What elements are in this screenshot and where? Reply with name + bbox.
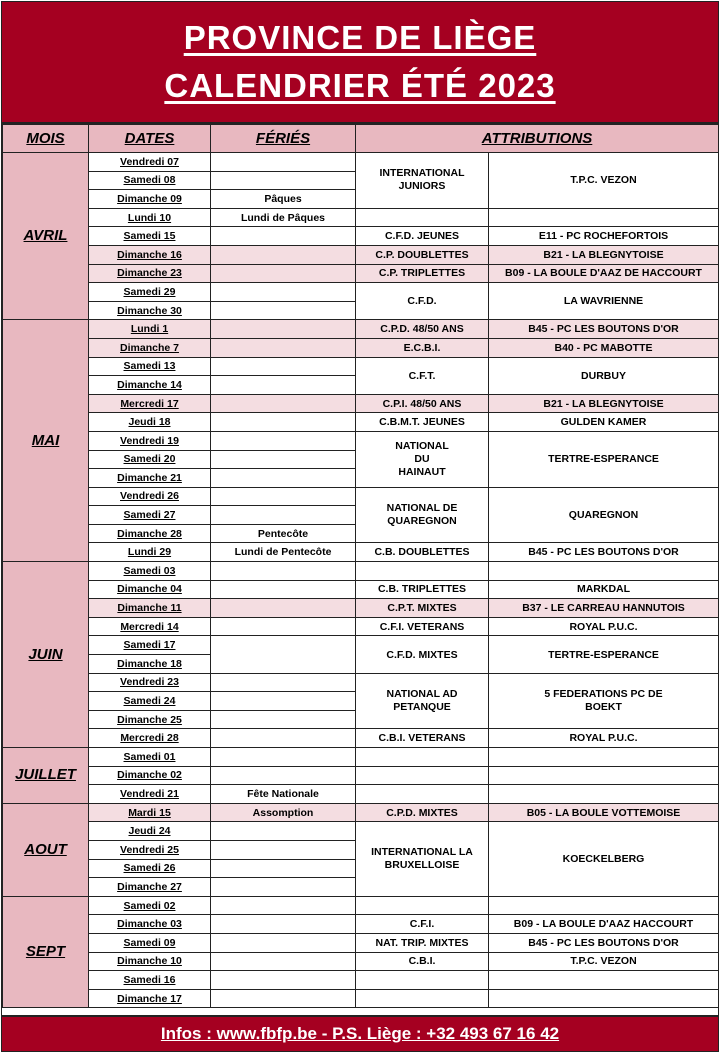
competition-cell: C.P.T. MIXTES xyxy=(356,599,489,618)
ferie-cell xyxy=(211,896,356,915)
date-cell: Lundi 10 xyxy=(89,208,211,227)
ferie-cell: Pâques xyxy=(211,190,356,209)
date-cell: Dimanche 03 xyxy=(89,915,211,934)
club-cell: ROYAL P.U.C. xyxy=(489,729,719,748)
ferie-cell: Assomption xyxy=(211,803,356,822)
date-cell: Samedi 29 xyxy=(89,283,211,302)
club-cell: B45 - PC LES BOUTONS D'OR xyxy=(489,933,719,952)
date-cell: Dimanche 30 xyxy=(89,301,211,320)
competition-cell: E.C.B.I. xyxy=(356,338,489,357)
ferie-cell xyxy=(211,394,356,413)
ferie-cell xyxy=(211,933,356,952)
date-cell: Samedi 17 xyxy=(89,636,211,655)
ferie-cell xyxy=(211,710,356,729)
competition-cell: C.P. TRIPLETTES xyxy=(356,264,489,283)
club-cell xyxy=(489,896,719,915)
title-calendar: CALENDRIER ÉTÉ 2023 xyxy=(164,67,556,104)
ferie-cell xyxy=(211,673,356,692)
ferie-cell xyxy=(211,376,356,395)
table-row xyxy=(3,394,719,413)
ferie-cell xyxy=(211,264,356,283)
competition-cell: NATIONAL DE QUAREGNON xyxy=(356,487,489,543)
date-cell: Dimanche 25 xyxy=(89,710,211,729)
club-cell: LA WAVRIENNE xyxy=(489,283,719,320)
table-row xyxy=(3,487,719,506)
ferie-cell xyxy=(211,227,356,246)
competition-cell: INTERNATIONAL JUNIORS xyxy=(356,153,489,209)
competition-cell: C.F.D. MIXTES xyxy=(356,636,489,673)
ferie-cell xyxy=(211,692,356,711)
date-cell: Dimanche 7 xyxy=(89,338,211,357)
club-cell: GULDEN KAMER xyxy=(489,413,719,432)
date-cell: Samedi 16 xyxy=(89,971,211,990)
competition-cell: C.B.I. VETERANS xyxy=(356,729,489,748)
column-header-mois: MOIS xyxy=(3,125,89,153)
ferie-cell xyxy=(211,487,356,506)
ferie-cell xyxy=(211,413,356,432)
table-row xyxy=(3,748,719,767)
competition-cell: C.F.I. VETERANS xyxy=(356,617,489,636)
ferie-cell xyxy=(211,971,356,990)
date-cell: Samedi 27 xyxy=(89,506,211,525)
date-cell: Dimanche 27 xyxy=(89,878,211,897)
competition-cell: C.B. DOUBLETTES xyxy=(356,543,489,562)
date-cell: Mercredi 17 xyxy=(89,394,211,413)
table-row xyxy=(3,153,719,172)
ferie-cell xyxy=(211,171,356,190)
competition-cell: C.F.D. JEUNES xyxy=(356,227,489,246)
competition-cell xyxy=(356,785,489,804)
date-cell: Vendredi 23 xyxy=(89,673,211,692)
date-cell: Dimanche 21 xyxy=(89,469,211,488)
date-cell: Dimanche 02 xyxy=(89,766,211,785)
month-sept: SEPT xyxy=(3,896,89,1008)
date-cell: Jeudi 18 xyxy=(89,413,211,432)
ferie-cell xyxy=(211,748,356,767)
column-header-feries: FÉRIÉS xyxy=(211,125,356,153)
ferie-cell xyxy=(211,301,356,320)
club-cell: MARKDAL xyxy=(489,580,719,599)
competition-cell xyxy=(356,971,489,990)
competition-cell: NAT. TRIP. MIXTES xyxy=(356,933,489,952)
ferie-cell xyxy=(211,840,356,859)
table-row xyxy=(3,543,719,562)
club-cell: DURBUY xyxy=(489,357,719,394)
table-row xyxy=(3,729,719,748)
club-cell: T.P.C. VEZON xyxy=(489,952,719,971)
club-cell: TERTRE-ESPERANCE xyxy=(489,431,719,487)
competition-cell: C.F.I. xyxy=(356,915,489,934)
date-cell: Dimanche 23 xyxy=(89,264,211,283)
table-row xyxy=(3,933,719,952)
ferie-cell xyxy=(211,822,356,841)
club-cell xyxy=(489,971,719,990)
club-cell: 5 FEDERATIONS PC DE BOEKT xyxy=(489,673,719,729)
date-cell: Samedi 24 xyxy=(89,692,211,711)
date-cell: Vendredi 26 xyxy=(89,487,211,506)
date-cell: Samedi 09 xyxy=(89,933,211,952)
table-row xyxy=(3,673,719,692)
competition-cell: C.P.D. 48/50 ANS xyxy=(356,320,489,339)
ferie-cell xyxy=(211,617,356,636)
table-row xyxy=(3,599,719,618)
date-cell: Dimanche 14 xyxy=(89,376,211,395)
competition-cell: NATIONAL AD PETANQUE xyxy=(356,673,489,729)
date-cell: Samedi 01 xyxy=(89,748,211,767)
ferie-cell: Lundi de Pentecôte xyxy=(211,543,356,562)
club-cell xyxy=(489,208,719,227)
month-juillet: JUILLET xyxy=(3,748,89,804)
ferie-cell xyxy=(211,859,356,878)
table-row xyxy=(3,264,719,283)
ferie-cell xyxy=(211,357,356,376)
competition-cell xyxy=(356,989,489,1008)
date-cell: Dimanche 18 xyxy=(89,655,211,674)
ferie-cell xyxy=(211,283,356,302)
competition-cell: C.P. DOUBLETTES xyxy=(356,245,489,264)
ferie-cell: Fête Nationale xyxy=(211,785,356,804)
ferie-cell xyxy=(211,245,356,264)
club-cell: B21 - LA BLEGNYTOISE xyxy=(489,394,719,413)
club-cell xyxy=(489,989,719,1008)
club-cell xyxy=(489,785,719,804)
table-row xyxy=(3,227,719,246)
table-row xyxy=(3,822,719,841)
date-cell: Samedi 08 xyxy=(89,171,211,190)
table-row xyxy=(3,896,719,915)
competition-cell: NATIONAL DU HAINAUT xyxy=(356,431,489,487)
club-cell: B09 - LA BOULE D'AAZ DE HACCOURT xyxy=(489,264,719,283)
competition-cell: C.B.M.T. JEUNES xyxy=(356,413,489,432)
ferie-cell xyxy=(211,989,356,1008)
footer-info: Infos : www.fbfp.be - P.S. Liège : +32 493 67 16 42 xyxy=(2,1015,718,1051)
club-cell xyxy=(489,748,719,767)
title-province: PROVINCE DE LIÈGE xyxy=(183,19,537,56)
ferie-cell xyxy=(211,450,356,469)
date-cell: Dimanche 11 xyxy=(89,599,211,618)
competition-cell xyxy=(356,208,489,227)
calendar-page xyxy=(1,1,719,1052)
date-cell: Dimanche 16 xyxy=(89,245,211,264)
table-row xyxy=(3,989,719,1008)
club-cell: KOECKELBERG xyxy=(489,822,719,896)
calendar-table xyxy=(2,124,719,1008)
table-row xyxy=(3,562,719,581)
table-header-row xyxy=(3,125,719,153)
date-cell: Dimanche 09 xyxy=(89,190,211,209)
date-cell: Samedi 15 xyxy=(89,227,211,246)
competition-cell: C.B.I. xyxy=(356,952,489,971)
club-cell: B05 - LA BOULE VOTTEMOISE xyxy=(489,803,719,822)
table-row xyxy=(3,636,719,655)
club-cell: ROYAL P.U.C. xyxy=(489,617,719,636)
ferie-cell xyxy=(211,636,356,673)
ferie-cell xyxy=(211,766,356,785)
month-aout: AOUT xyxy=(3,803,89,896)
ferie-cell xyxy=(211,580,356,599)
table-row xyxy=(3,617,719,636)
date-cell: Dimanche 04 xyxy=(89,580,211,599)
ferie-cell xyxy=(211,431,356,450)
date-cell: Mardi 15 xyxy=(89,803,211,822)
competition-cell: C.P.D. MIXTES xyxy=(356,803,489,822)
ferie-cell xyxy=(211,469,356,488)
month-avril: AVRIL xyxy=(3,153,89,320)
club-cell: T.P.C. VEZON xyxy=(489,153,719,209)
ferie-cell xyxy=(211,952,356,971)
club-cell: TERTRE-ESPERANCE xyxy=(489,636,719,673)
club-cell: B45 - PC LES BOUTONS D'OR xyxy=(489,320,719,339)
date-cell: Samedi 02 xyxy=(89,896,211,915)
month-mai: MAI xyxy=(3,320,89,562)
club-cell xyxy=(489,562,719,581)
ferie-cell xyxy=(211,729,356,748)
table-row xyxy=(3,971,719,990)
date-cell: Vendredi 19 xyxy=(89,431,211,450)
date-cell: Mercredi 28 xyxy=(89,729,211,748)
table-row xyxy=(3,431,719,450)
table-row xyxy=(3,413,719,432)
date-cell: Vendredi 21 xyxy=(89,785,211,804)
calendar-header xyxy=(2,2,718,124)
date-cell: Vendredi 25 xyxy=(89,840,211,859)
date-cell: Samedi 20 xyxy=(89,450,211,469)
date-cell: Lundi 1 xyxy=(89,320,211,339)
ferie-cell xyxy=(211,153,356,172)
club-cell: B37 - LE CARREAU HANNUTOIS xyxy=(489,599,719,618)
competition-cell xyxy=(356,766,489,785)
ferie-cell xyxy=(211,915,356,934)
ferie-cell xyxy=(211,506,356,525)
table-row xyxy=(3,952,719,971)
date-cell: Dimanche 17 xyxy=(89,989,211,1008)
table-row xyxy=(3,208,719,227)
date-cell: Samedi 13 xyxy=(89,357,211,376)
table-row xyxy=(3,357,719,376)
competition-cell xyxy=(356,748,489,767)
month-juin: JUIN xyxy=(3,562,89,748)
column-header-attributions: ATTRIBUTIONS xyxy=(356,125,719,153)
club-cell xyxy=(489,766,719,785)
competition-cell: C.F.D. xyxy=(356,283,489,320)
ferie-cell: Lundi de Pâques xyxy=(211,208,356,227)
table-row xyxy=(3,803,719,822)
date-cell: Samedi 03 xyxy=(89,562,211,581)
date-cell: Dimanche 10 xyxy=(89,952,211,971)
competition-cell xyxy=(356,896,489,915)
table-row xyxy=(3,283,719,302)
competition-cell: C.B. TRIPLETTES xyxy=(356,580,489,599)
table-row xyxy=(3,245,719,264)
ferie-cell xyxy=(211,878,356,897)
date-cell: Jeudi 24 xyxy=(89,822,211,841)
club-cell: E11 - PC ROCHEFORTOIS xyxy=(489,227,719,246)
ferie-cell xyxy=(211,320,356,339)
club-cell: B21 - LA BLEGNYTOISE xyxy=(489,245,719,264)
ferie-cell xyxy=(211,562,356,581)
column-header-dates: DATES xyxy=(89,125,211,153)
ferie-cell xyxy=(211,338,356,357)
date-cell: Dimanche 28 xyxy=(89,524,211,543)
ferie-cell xyxy=(211,599,356,618)
club-cell: QUAREGNON xyxy=(489,487,719,543)
table-row xyxy=(3,766,719,785)
date-cell: Samedi 26 xyxy=(89,859,211,878)
table-row xyxy=(3,338,719,357)
table-row xyxy=(3,785,719,804)
club-cell: B45 - PC LES BOUTONS D'OR xyxy=(489,543,719,562)
competition-cell: C.P.I. 48/50 ANS xyxy=(356,394,489,413)
table-row xyxy=(3,915,719,934)
club-cell: B40 - PC MABOTTE xyxy=(489,338,719,357)
club-cell: B09 - LA BOULE D'AAZ HACCOURT xyxy=(489,915,719,934)
table-row xyxy=(3,580,719,599)
ferie-cell: Pentecôte xyxy=(211,524,356,543)
date-cell: Lundi 29 xyxy=(89,543,211,562)
table-row xyxy=(3,320,719,339)
competition-cell: C.F.T. xyxy=(356,357,489,394)
date-cell: Vendredi 07 xyxy=(89,153,211,172)
date-cell: Mercredi 14 xyxy=(89,617,211,636)
competition-cell xyxy=(356,562,489,581)
competition-cell: INTERNATIONAL LA BRUXELLOISE xyxy=(356,822,489,896)
